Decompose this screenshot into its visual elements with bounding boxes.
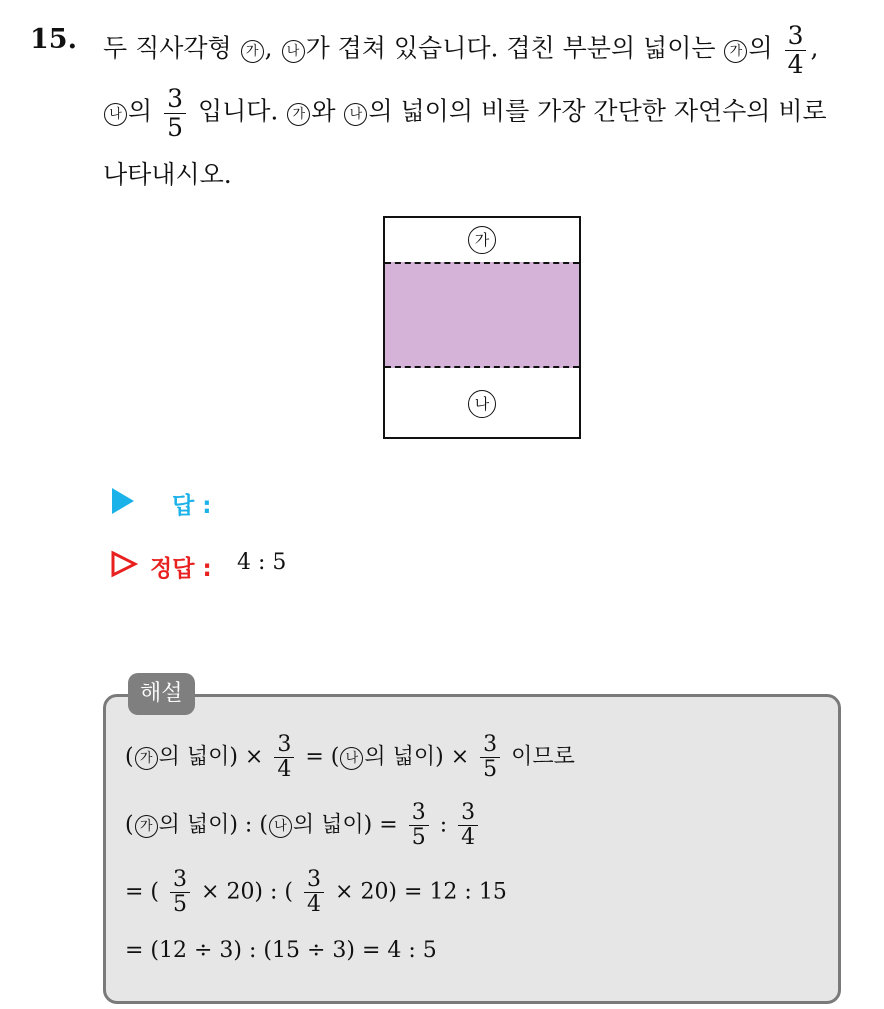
question-text: 와 <box>311 96 336 126</box>
question-text: 입니다. <box>197 96 279 126</box>
gap-mark-icon: 가 <box>724 40 747 63</box>
question-number: 15. <box>30 24 77 55</box>
math-text: 의 넓이) × <box>364 744 470 770</box>
answer-label: 답 : <box>172 493 212 519</box>
gap-mark-icon: 가 <box>287 103 310 126</box>
fraction-denominator: 5 <box>411 825 426 851</box>
nap-mark-icon: 나 <box>104 103 127 126</box>
fraction <box>274 733 294 782</box>
nap-mark-icon: 나 <box>269 815 292 838</box>
question-text: 의 <box>128 96 153 126</box>
fraction-numerator: 3 <box>170 868 190 893</box>
math-text: 의 넓이) : ( <box>158 812 268 838</box>
figure-label-nap: 나 <box>468 390 496 418</box>
correct-answer-value: 4 : 5 <box>237 550 287 575</box>
fraction-denominator: 4 <box>277 757 292 783</box>
fraction <box>785 22 807 78</box>
fraction-numerator: 3 <box>480 733 500 758</box>
nap-mark-icon: 나 <box>340 747 363 770</box>
fraction-numerator: 3 <box>274 733 294 758</box>
play-icon <box>112 488 134 514</box>
gap-mark-icon: 가 <box>241 40 264 63</box>
solution-line-4: = (12 ÷ 3) : (15 ÷ 3) = 4 : 5 <box>125 938 437 963</box>
math-text: ( <box>125 744 134 770</box>
math-text: = ( <box>305 744 340 770</box>
question-line-1 <box>103 22 818 78</box>
question-line-2 <box>103 85 827 141</box>
fraction-denominator: 4 <box>787 49 804 79</box>
fraction-denominator: 5 <box>483 757 498 783</box>
math-text: 이므로 <box>511 744 575 770</box>
fraction-denominator: 5 <box>173 892 188 918</box>
play-outline-icon <box>110 550 138 582</box>
fraction <box>304 868 324 917</box>
nap-mark-icon: 나 <box>282 40 305 63</box>
fraction-denominator: 4 <box>461 825 476 851</box>
punctuation: , <box>810 33 819 63</box>
fraction-numerator: 3 <box>304 868 324 893</box>
solution-line-2 <box>125 801 482 850</box>
fraction-denominator: 5 <box>167 112 184 142</box>
gap-mark-icon: 가 <box>135 815 158 838</box>
question-text: 의 넓이의 비를 가장 간단한 자연수의 비로 <box>368 96 827 126</box>
fraction <box>409 801 429 850</box>
fraction-numerator: 3 <box>164 85 186 114</box>
fraction-numerator: 3 <box>458 801 478 826</box>
nap-mark-icon: 나 <box>344 103 367 126</box>
overlap-region <box>385 262 579 368</box>
figure-label-gap: 가 <box>468 226 496 254</box>
fraction <box>458 801 478 850</box>
fraction-numerator: 3 <box>785 22 807 51</box>
solution-line-1 <box>125 733 575 782</box>
comma: , <box>264 33 273 63</box>
fraction <box>480 733 500 782</box>
math-text: : <box>439 812 448 838</box>
question-text: 두 직사각형 <box>103 33 232 63</box>
gap-mark-icon: 가 <box>135 747 158 770</box>
math-text: = ( <box>125 879 160 905</box>
fraction <box>164 85 186 141</box>
math-text: 의 넓이) = <box>292 812 398 838</box>
question-line-3: 나타내시오. <box>103 160 232 189</box>
math-text: ( <box>125 812 134 838</box>
question-text: 의 <box>748 33 773 63</box>
solution-line-3 <box>125 868 507 917</box>
math-text: 의 넓이) × <box>158 744 264 770</box>
solution-tab: 해설 <box>128 673 195 715</box>
question-text: 가 겹쳐 있습니다. 겹친 부분의 넓이는 <box>305 33 716 63</box>
fraction-numerator: 3 <box>409 801 429 826</box>
math-text: × 20) = 12 : 15 <box>335 879 507 905</box>
overlap-figure <box>383 216 581 439</box>
fraction-denominator: 4 <box>307 892 322 918</box>
correct-answer-label: 정답 : <box>150 556 212 582</box>
fraction <box>170 868 190 917</box>
math-text: × 20) : ( <box>201 879 294 905</box>
